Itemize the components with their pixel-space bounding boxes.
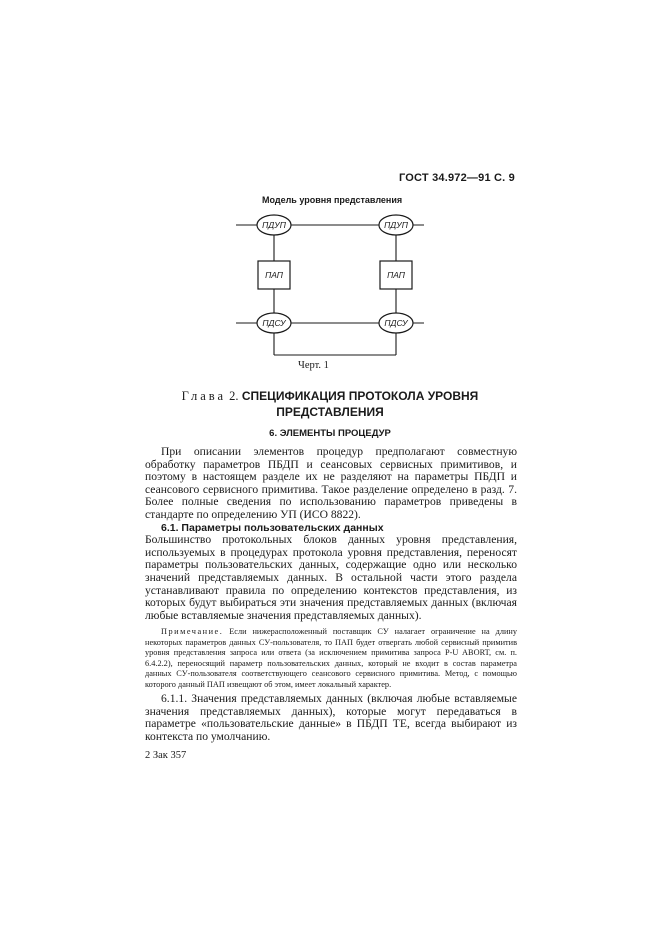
subsection-heading-6-1: 6.1. Параметры пользовательских данных [161, 521, 384, 534]
chapter-heading [140, 388, 520, 420]
page-header: ГОСТ 34.972—91 С. 9 [398, 172, 515, 184]
paragraph-user-data: Большинство протокольных блоков данных уровня представления, используемых в процедурах протокола уровня представления, переносят параметры пользовательских данных, содержащие одно или несколько значений представляемых данных. В остальной части этого раздела устанавливают правила по определению контекстов представления, из которых будут выбираться эти значения представляемых данных (включая любые вставляемые значения представляемых данных). [145, 533, 517, 622]
pdup-right-label: ПДУП [384, 220, 408, 230]
figure-title: Модель уровня представления [262, 195, 403, 205]
pap-right-label: ПАП [387, 270, 405, 280]
presentation-layer-diagram [230, 205, 430, 363]
chapter-prefix: Глава [181, 389, 227, 403]
pdup-left-label: ПДУП [262, 220, 286, 230]
page-footer: 2 Зак 357 [145, 750, 187, 761]
pdsu-left-label: ПДСУ [262, 318, 286, 328]
pdsu-right-label: ПДСУ [384, 318, 408, 328]
chapter-title-line1: СПЕЦИФИКАЦИЯ ПРОТОКОЛА УРОВНЯ [238, 389, 479, 403]
note-block [145, 627, 517, 691]
section-heading: 6. ЭЛЕМЕНТЫ ПРОЦЕДУР [269, 428, 391, 439]
note-text: Если нижерасположенный поставщик СУ налагает ограничение на длину некоторых параметров данных СУ-пользователя, то ПАП будет отвергать любой сервисный примитив уровня представления запроса или ответа (за исключением примитива запроса P-U ABORT, см. п. 6.4.2.2), переносящий параметр пользовательских данных, который не входит в состав параметра данных СУ-пользователя соответствующего сеансового сервисного примитива. Метод, с помощью которого данный ПАП извещают об этом, имеет локальный характер. [145, 627, 517, 689]
paragraph-intro: При описании элементов процедур предполагают совместную обработку параметров ПБДП и сеансовых сервисных примитивов, и поэтому в настоящем разделе их не разделяют на параметры ПБДП и сеансового сервисного примитива. Такое разделение определено в разд. 7. Более полные сведения по использованию параметров приведены в стандарте по определению УП (ИСО 8822). [145, 445, 517, 521]
note-label: Примечание. [161, 627, 224, 636]
chapter-title-line2: ПРЕДСТАВЛЕНИЯ [276, 405, 384, 419]
body-text [145, 446, 517, 622]
chapter-number: 2. [226, 389, 239, 403]
body-text-continued [145, 693, 517, 743]
pap-left-label: ПАП [265, 270, 283, 280]
figure-caption: Черт. 1 [298, 360, 329, 371]
paragraph-6-1-1: 6.1.1. Значения представляемых данных (включая любые вставляемые значения представляемых данных), которые могут передаваться в параметре «пользовательские данные» в ПБДП TE, всегда выбирают из контекста по умолчанию. [145, 692, 517, 743]
